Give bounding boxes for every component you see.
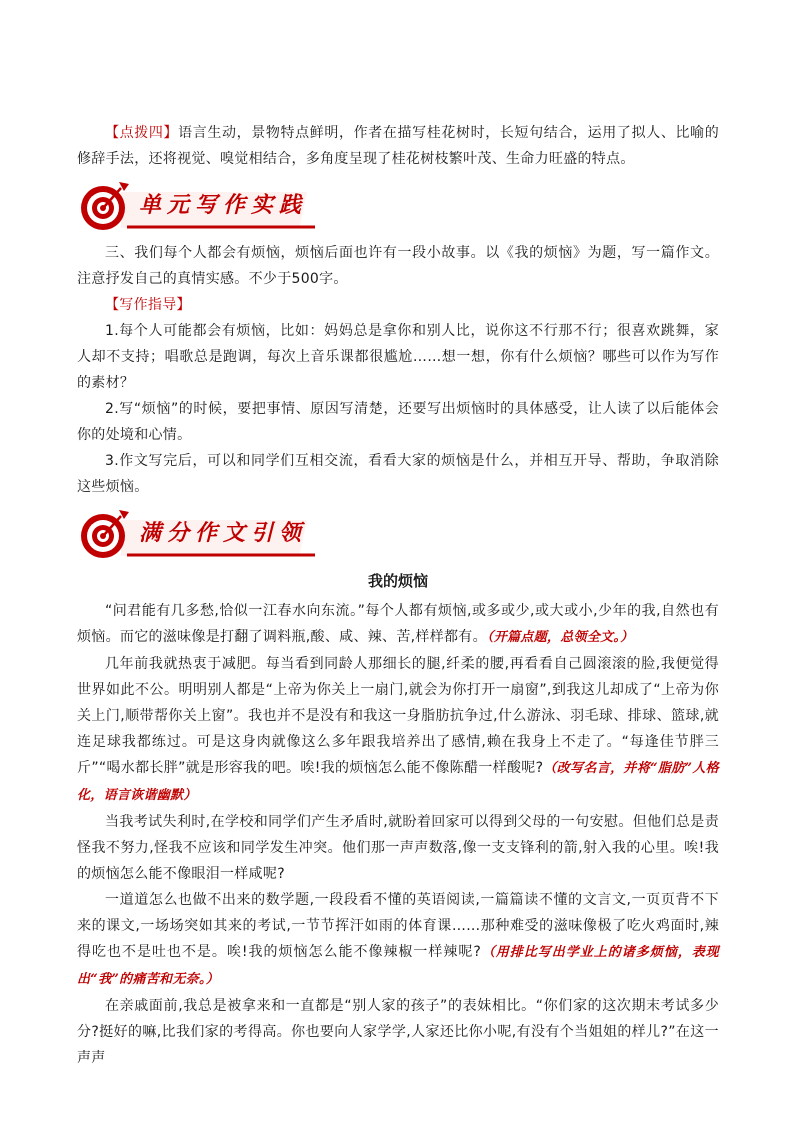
banner-title: 单元写作实践 bbox=[139, 192, 308, 218]
writing-prompt: 三、我们每个人都会有烦恼，烦恼后面也许有一段小故事。以《我的烦恼》为题，写一篇作文。注意抒发自己的真情实感。不少于500字。 bbox=[77, 245, 719, 287]
tip-text: 语言生动，景物特点鲜明，作者在描写桂花树时，长短句结合，运用了拟人、比喻的修辞手法，还将视觉、嗅觉相结合，多角度呈现了桂花树枝繁叶茂、生命力旺盛的特点。 bbox=[77, 125, 719, 167]
document-content bbox=[77, 120, 719, 1071]
essay-text: “问君能有几多愁,恰似一江春水向东流。”每个人都有烦恼,或多或少,或大或小,少年的我,自然也有烦恼。而它的滋味像是打翻了调料瓶,酸、咸、辣、苦,样样都有。 bbox=[77, 603, 719, 645]
tip-paragraph bbox=[77, 120, 719, 172]
essay-text: 当我考试失利时,在学校和同学们产生矛盾时,就盼着回家可以得到父母的一句安慰。但他们总是责怪我不努力,怪我不应该和同学发生冲突。他们那一声声数落,像一支支锋利的箭,射入我的心里。唉!我的烦恼怎么能不像眼泪一样咸呢? bbox=[77, 814, 719, 882]
essay-paragraph-5 bbox=[77, 993, 719, 1071]
writing-guide-3: 3.作文写完后，可以和同学们互相交流，看看大家的烦恼是什么，并相互开导、帮助，争取消除这些烦恼。 bbox=[77, 453, 719, 495]
section-banner-model-essay bbox=[77, 506, 719, 562]
essay-title: 我的烦恼 bbox=[367, 572, 428, 590]
banner-title: 满分作文引领 bbox=[139, 520, 308, 546]
essay-paragraph-1 bbox=[77, 598, 719, 651]
essay-text: 一道道怎么也做不出来的数学题,一段段看不懂的英语阅读,一篇篇读不懂的文言文,一页页背不下来的课文,一场场突如其来的考试,一节节挥汗如雨的体育课……那种难受的滋味像极了吃火鸡面时,辣得吃也不是吐也不是。唉!我的烦恼怎么能不像辣椒一样辣呢? bbox=[77, 892, 719, 960]
essay-annotation: （改写名言，并将“脂肪”人格化，语言诙谐幽默） bbox=[77, 761, 719, 803]
essay-paragraph-4 bbox=[77, 887, 719, 993]
essay-paragraph-2 bbox=[77, 651, 719, 809]
writing-guide-label: 【写作指导】 bbox=[105, 297, 191, 313]
section-banner-writing-practice bbox=[77, 178, 719, 234]
essay-annotation: （用排比写出学业上的诸多烦恼，表现出“我”的痛苦和无奈。） bbox=[77, 945, 719, 987]
essay-text: 几年前我就热衷于减肥。每当看到同龄人那细长的腿,纤柔的腰,再看看自己圆滚滚的脸,我便觉得世界如此不公。明明别人都是“上帝为你关上一扇门,就会为你打开一扇窗”,到我这儿却成了“上帝为你关上门,顺带帮你关上窗”。我也并不是没有和我这一身脂肪抗争过,什么游泳、羽毛球、排球、篮球,就连足球我都练过。可是这身肉就像这么多年跟我培养出了感情,赖在我身上不走了。“每逢佳节胖三斤”“喝水都长胖”就是形容我的吧。唉!我的烦恼怎么能不像陈醋一样酸呢? bbox=[77, 656, 719, 776]
tip-label: 【点拨四】 bbox=[105, 125, 179, 141]
essay-paragraph-3 bbox=[77, 809, 719, 887]
writing-guide-1: 1.每个人可能都会有烦恼，比如：妈妈总是拿你和别人比，说你这不行那不行；很喜欢跳舞，家人却不支持；唱歌总是跑调，每次上音乐课都很尴尬……想一想，你有什么烦恼？哪些可以作为写作的素材？ bbox=[77, 323, 719, 391]
essay-text: 在亲戚面前,我总是被拿来和一直都是“别人家的孩子”的表妹相比。“你们家的这次期末考试多少分?挺好的嘛,比我们家的考得高。你也要向人家学学,人家还比你小呢,有没有个当姐姐的样儿?”在这一声声 bbox=[77, 998, 719, 1066]
writing-guide-2: 2.写“烦恼”的时候，要把事情、原因写清楚，还要写出烦恼时的具体感受，让人读了以后能体会你的处境和心情。 bbox=[77, 401, 719, 443]
essay-annotation: （开篇点题，总领全文。） bbox=[486, 630, 634, 645]
